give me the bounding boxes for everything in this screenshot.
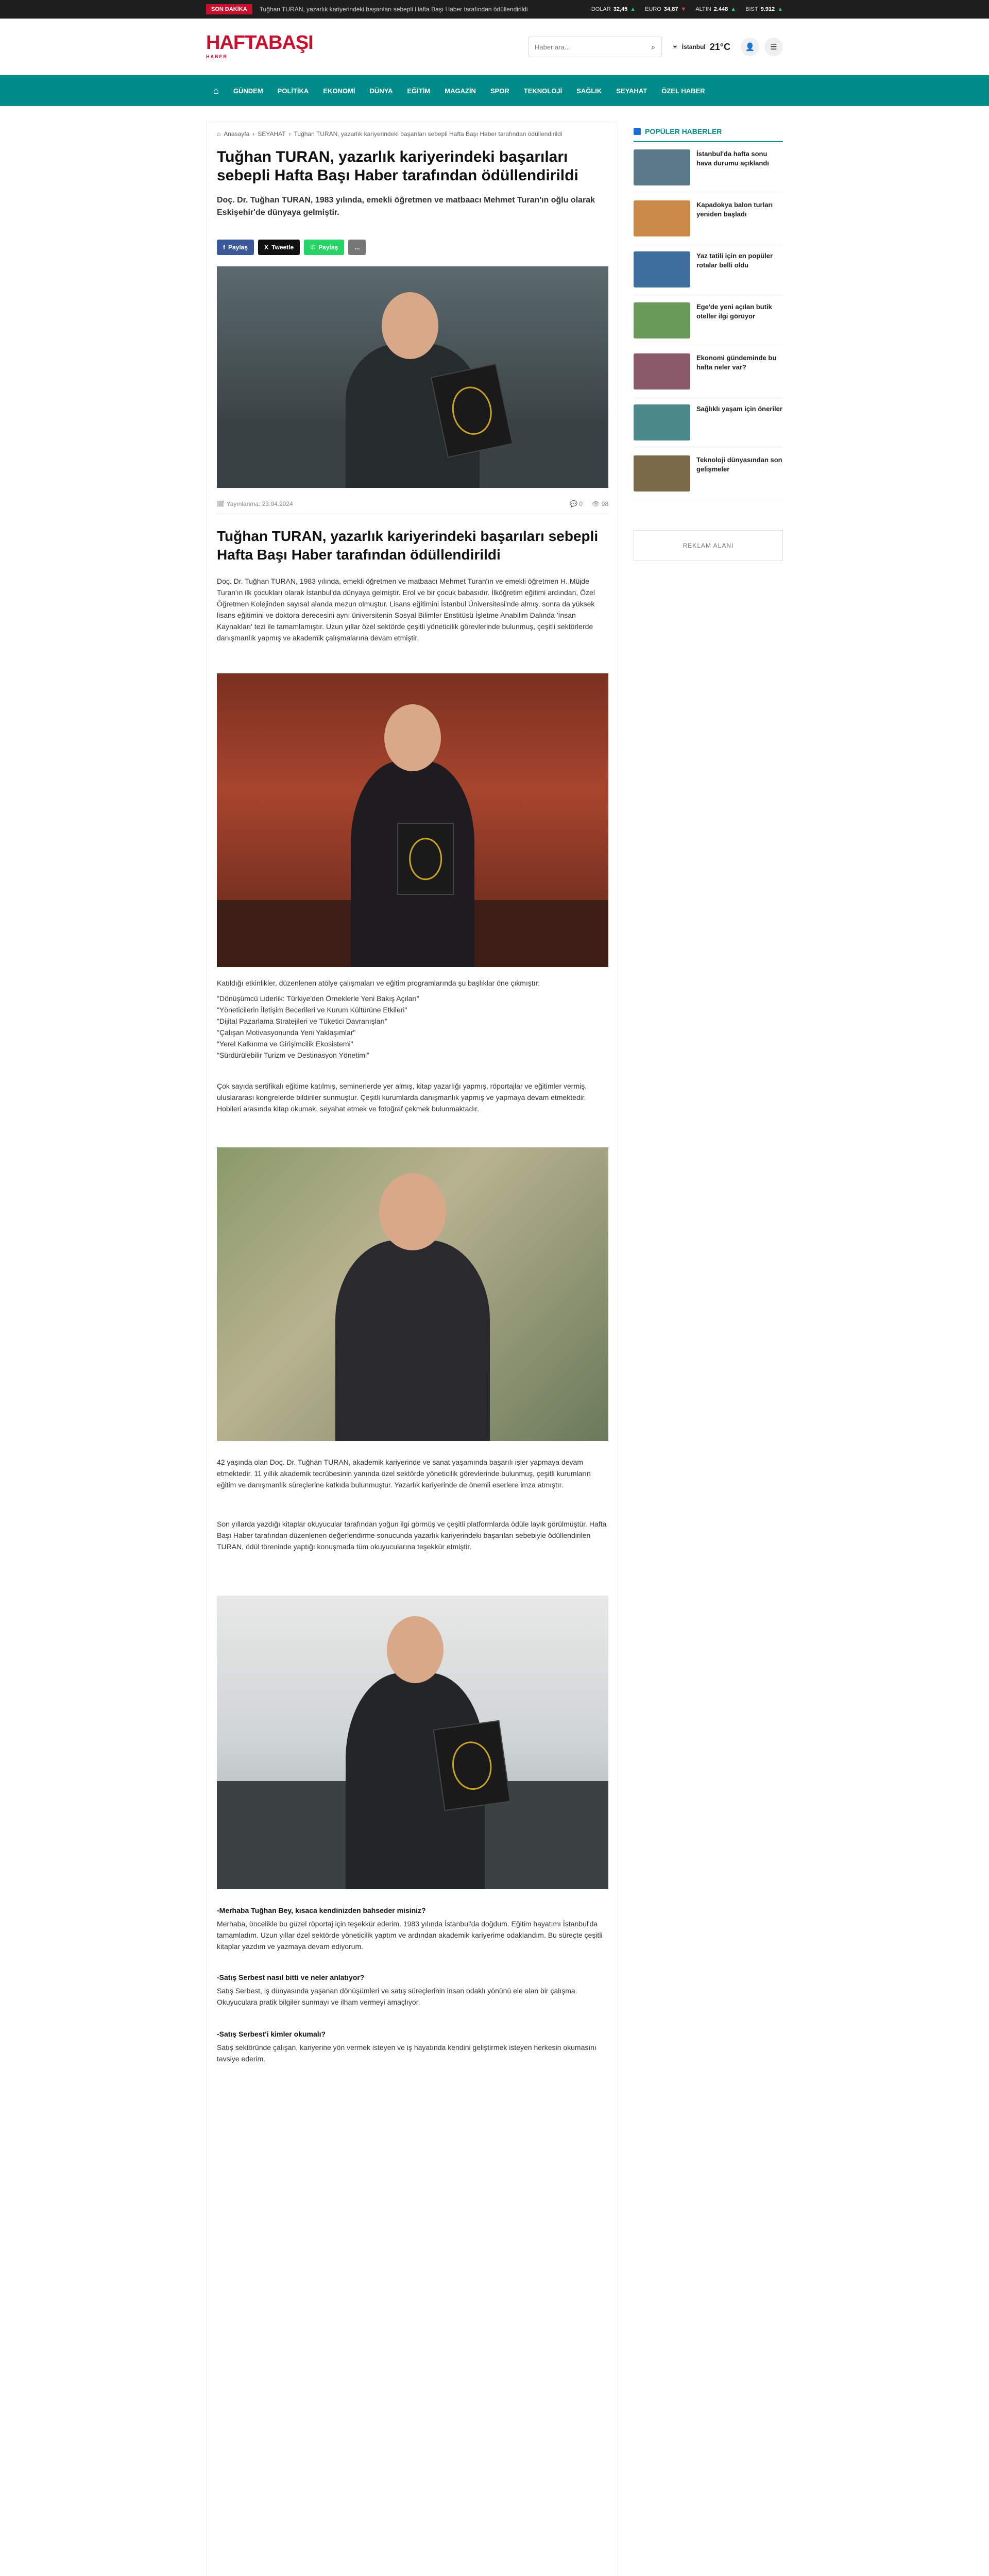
popular-item[interactable]: Teknoloji dünyasından son gelişmeler [634, 448, 783, 499]
list-item: "Yerel Kalkınma ve Girişimcilik Ekosistemi" [217, 1040, 353, 1048]
nav-item-saglik[interactable]: SAĞLIK [576, 87, 602, 95]
market-item: BIST 9.912 ▲ [745, 6, 783, 12]
x-icon: X [264, 244, 269, 251]
nav-item-ekonomi[interactable]: EKONOMİ [323, 87, 355, 95]
menu-icon[interactable]: ☰ [764, 38, 783, 56]
breadcrumb: ⌂ Anasayfa › SEYAHAT › Tuğhan TURAN, yazarlık kariyerindeki başarıları sebepli Hafta Başı Haber tarafından ödüllendirildi [217, 130, 562, 138]
popular-item[interactable]: Ege'de yeni açılan butik oteller ilgi görüyor [634, 295, 783, 346]
arrow-up-icon: ▲ [730, 6, 737, 12]
share-twitter-button[interactable]: X Tweetle [258, 240, 300, 255]
article-paragraph: Katıldığı etkinlikler, düzenlenen atölye çalışmaları ve eğitim programlarında şu başlıklar öne çıkmıştır: [217, 979, 540, 987]
whatsapp-icon: ✆ [310, 244, 316, 251]
view-count: 👁 98 [592, 500, 608, 507]
sidebar [634, 122, 783, 561]
comment-icon: 💬 [570, 500, 579, 507]
eye-icon: 👁 [592, 500, 602, 507]
sidebar-heading: POPÜLER HABERLER [634, 122, 783, 142]
weather-widget: ☀ İstanbul 21°C [672, 41, 730, 52]
facebook-icon: f [223, 244, 225, 251]
arrow-up-icon: ▲ [777, 6, 783, 12]
breaking-headline[interactable]: Tuğhan TURAN, yazarlık kariyerindeki başarıları sebepli Hafta Başı Haber tarafından ödüllendirildi [259, 6, 528, 13]
article-photo [217, 1147, 608, 1441]
user-icon[interactable]: 👤 [741, 38, 759, 56]
article-subtitle: Tuğhan TURAN, yazarlık kariyerindeki başarıları sebepli Hafta Başı Haber tarafından ödüllendirildi [217, 528, 599, 563]
arrow-up-icon: ▲ [630, 6, 636, 12]
publish-date: Yayınlanma: 23.04.2024 [226, 500, 293, 507]
list-item: "Sürdürülebilir Turizm ve Destinasyon Yönetimi" [217, 1051, 370, 1059]
popular-item[interactable]: Kapadokya balon turları yeniden başladı [634, 193, 783, 244]
site-logo[interactable]: HAFTABAŞI HABER [206, 32, 313, 59]
main-nav [0, 75, 989, 106]
share-whatsapp-button[interactable]: ✆ Paylaş [304, 240, 344, 255]
article-lead: Doç. Dr. Tuğhan TURAN, 1983 yılında, emekli öğretmen ve matbaacı Mehmet Turan'ın oğlu olarak Eskişehir'de dünyaya gelmiştir. [217, 196, 595, 217]
popular-item[interactable]: İstanbul'da hafta sonu hava durumu açıklandı [634, 142, 783, 193]
popular-thumb [634, 302, 690, 338]
nav-item-teknoloji[interactable]: TEKNOLOJİ [523, 87, 562, 95]
interview-answer: Satış Serbest, iş dünyasında yaşanan dönüşümleri ve satış süreçlerinin insan odaklı yönünü ele alan bir çalışma. Okuyuculara pratik bilgiler sunmayı ve ilham vermeyi amaçlıyor. [217, 1987, 577, 2006]
hero-image [217, 266, 608, 488]
nav-item-spor[interactable]: SPOR [490, 87, 509, 95]
market-item: EURO 34,87 ▼ [645, 6, 687, 12]
arrow-down-icon: ▼ [680, 6, 687, 12]
home-icon[interactable]: ⌂ [213, 85, 219, 96]
calendar-icon: 🗓 [217, 500, 227, 507]
market-item: DOLAR 32,45 ▲ [591, 6, 636, 12]
article-title: Tuğhan TURAN, yazarlık kariyerindeki başarıları sebepli Hafta Başı Haber tarafından ödüllendirildi [217, 148, 578, 184]
square-icon [634, 128, 641, 135]
top-ticker-bar [0, 0, 989, 19]
article-photo [217, 1596, 608, 1889]
article-paragraph: Doç. Dr. Tuğhan TURAN, 1983 yılında, emekli öğretmen ve matbaacı Mehmet Turan'ın ve emekli öğretmen H. Müjde Turan'ın ilk çocukları olarak İstanbul'da dünyaya gelmiştir. Erol ve bir çocuk babasıdır. İlköğretim eğitimi ardından, Özel Öğretmen Kolejinden sayısal alanda mezun olmuştur. Lisans eğitimini İstanbul Üniversitesi'nde almış, sonra da yüksek lisans eğitimini ve doktora derecesini aynı üniversitenin Sosyal Bilimler Enstitüsü İşletme Anabilim Dalında 'İnsan Kaynakları' tezi ile tamamlamıştır. Uzun yıllar özel sektörde çeşitli yöneticilik görevlerinde bulunmuş, çeşitli sektörlerde danışmanlık yapmış ve akademik çalışmalarına devam etmiştir. [217, 577, 595, 642]
popular-item[interactable]: Ekonomi gündeminde bu hafta neler var? [634, 346, 783, 397]
share-buttons [217, 240, 366, 255]
popular-thumb [634, 404, 690, 440]
article-paragraph: Çok sayıda sertifikalı eğitime katılmış, seminerlerde yer almış, kitap yazarlığı yapmış, röportajlar ve eğitimler vermiş, uluslararası kongrelerde bildiriler sunmuştur. Çeşitli kurumlarda danışmanlık yapmış ve yapmaya devam etmektedir. Hobileri arasında kitap okumak, seyahat etmek ve fotoğraf çekmek bulunmaktadır. [217, 1082, 587, 1113]
list-item: "Yöneticilerin İletişim Becerileri ve Kurum Kültürüne Etkileri" [217, 1006, 407, 1014]
list-item: "Dijital Pazarlama Stratejileri ve Tüketici Davranışları" [217, 1017, 388, 1025]
breadcrumb-current: Tuğhan TURAN, yazarlık kariyerindeki başarıları sebepli Hafta Başı Haber tarafından ödüllendirildi [294, 130, 562, 138]
popular-thumb [634, 200, 690, 236]
nav-item-egitim[interactable]: EĞİTİM [407, 87, 431, 95]
breadcrumb-home[interactable]: Anasayfa [224, 130, 250, 138]
ad-placeholder[interactable]: REKLAM ALANI [634, 530, 783, 561]
market-item: ALTIN 2.448 ▲ [695, 6, 737, 12]
nav-item-dunya[interactable]: DÜNYA [369, 87, 393, 95]
nav-item-politika[interactable]: POLİTİKA [277, 87, 309, 95]
breadcrumb-category[interactable]: SEYAHAT [258, 130, 286, 138]
home-icon: ⌂ [217, 130, 221, 138]
popular-thumb [634, 251, 690, 287]
article-paragraph: 42 yaşında olan Doç. Dr. Tuğhan TURAN, akademik kariyerinde ve sanat yaşamında başarılı işler yapmaya devam etmektedir. 11 yıllık akademik tecrübesinin yanında özel sektörde yöneticilik görevlerinde bulunmuş, çeşitli kurumların eğitim ve danışmanlık süreçlerine katkıda bulunmuştur. Yazarlık kariyerinde de önemli eserlere imza atmıştır. [217, 1458, 591, 1489]
popular-thumb [634, 455, 690, 492]
article-container [206, 122, 618, 2576]
interview-answer: Satış sektöründe çalışan, kariyerine yön vermek isteyen ve iş hayatında kendini geliştirmek isteyen herkesin okumasını tavsiye ederim. [217, 2043, 596, 2063]
article-meta [217, 500, 608, 507]
weather-icon: ☀ [672, 43, 678, 50]
comment-count[interactable]: 💬 0 [570, 500, 583, 507]
interview-question: -Satış Serbest'i kimler okumalı? [217, 2030, 326, 2038]
nav-item-seyahat[interactable]: SEYAHAT [616, 87, 647, 95]
nav-item-gundem[interactable]: GÜNDEM [233, 87, 263, 95]
article-paragraph: Son yıllarda yazdığı kitaplar okuyucular tarafından yoğun ilgi görmüş ve çeşitli platformlarda ödüle layık görülmüştür. Hafta Başı Haber tarafından düzenlenen değerlendirme sonucunda yazarlık kariyerindeki başarıları sebebiyle ödüllendirilen TURAN, ödül töreninde yaptığı konuşmada tüm okuyucularına teşekkür etmiştir. [217, 1520, 607, 1551]
list-item: "Çalışan Motivasyonunda Yeni Yaklaşımlar" [217, 1028, 356, 1037]
nav-item-magazin[interactable]: MAGAZİN [445, 87, 476, 95]
popular-thumb [634, 353, 690, 389]
nav-item-ozel-haber[interactable]: ÖZEL HABER [661, 87, 705, 95]
interview-answer: Merhaba, öncelikle bu güzel röportaj için teşekkür ederim. 1983 yılında İstanbul'da doğdum. Eğitim hayatımı İstanbul'da tamamladım. Uzun yıllar özel sektörde yöneticilik yaptım ve ardından akademik kariyerime odaklandım. Bu süreçte çeşitli kitaplar yazdım ve yazmaya devam ediyorum. [217, 1920, 603, 1951]
breaking-label: SON DAKİKA [206, 4, 252, 14]
interview-question: -Satış Serbest nasıl bitti ve neler anlatıyor? [217, 1973, 365, 1981]
site-header [0, 19, 989, 75]
popular-item[interactable]: Sağlıklı yaşam için öneriler [634, 397, 783, 448]
list-item: "Dönüşümcü Liderlik: Türkiye'den Örneklerle Yeni Bakış Açıları" [217, 994, 419, 1003]
share-facebook-button[interactable]: f Paylaş [217, 240, 254, 255]
article-photo [217, 673, 608, 967]
search-box [528, 37, 662, 57]
interview-question: -Merhaba Tuğhan Bey, kısaca kendinizden bahseder misiniz? [217, 1906, 426, 1914]
share-more-button[interactable]: ... [348, 240, 366, 255]
popular-thumb [634, 149, 690, 185]
search-input[interactable] [535, 43, 651, 51]
search-icon[interactable]: ⌕ [651, 42, 655, 51]
popular-item[interactable]: Yaz tatili için en popüler rotalar belli oldu [634, 244, 783, 295]
market-ticker [591, 6, 783, 12]
